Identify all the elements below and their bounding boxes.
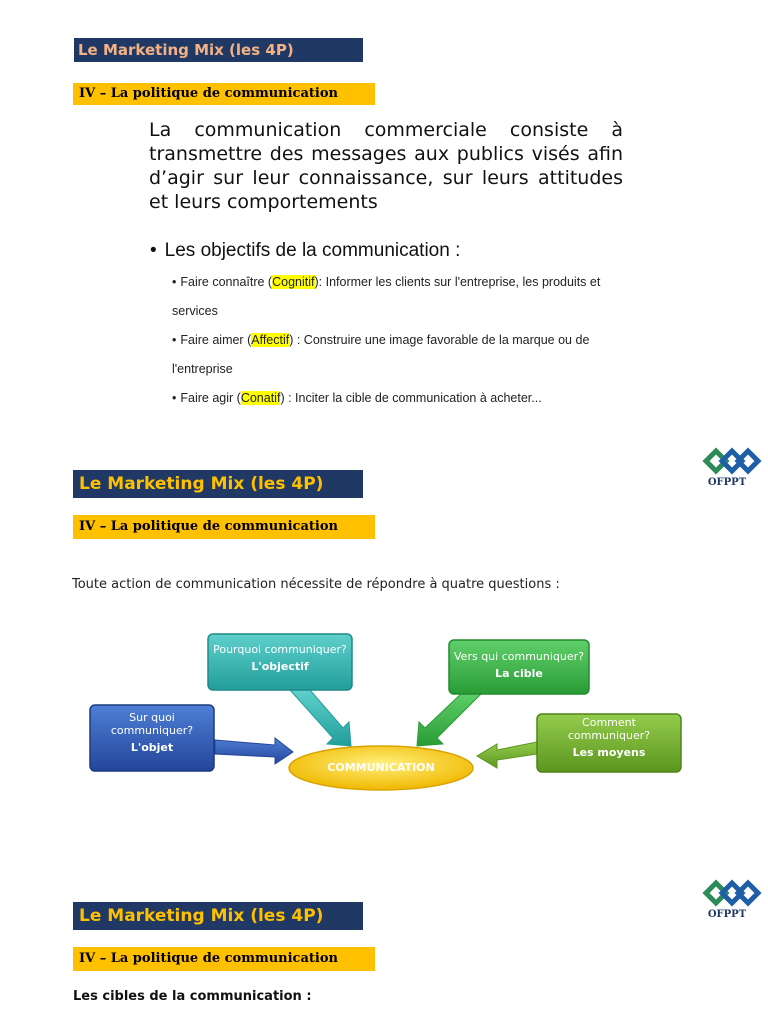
objective-text: Faire aimer (: [180, 333, 252, 347]
arrow-objet: [215, 738, 293, 764]
ofppt-logo-icon: [692, 444, 762, 478]
box-question: Pourquoi communiquer?: [213, 643, 347, 656]
objectives-heading-text: Les objectifs de la communication :: [164, 240, 461, 261]
box-answer: L'objet: [130, 741, 174, 754]
box-question: Sur quoi communiquer?: [110, 711, 194, 737]
ofppt-logo-text: OFPPT: [707, 909, 747, 920]
box-answer: Les moyens: [572, 746, 646, 759]
objective-text: ) : Construire une image favorable de la marque ou de l'entreprise: [172, 333, 590, 376]
objectives-list: [172, 268, 622, 413]
ofppt-logo: [692, 444, 762, 492]
ofppt-logo-icon: [692, 876, 762, 910]
center-label: COMMUNICATION: [327, 761, 435, 774]
objectives-heading: [150, 238, 460, 264]
objective-text: ) : Inciter la cible de communication à acheter...: [280, 391, 542, 405]
bullet-icon: •: [150, 240, 157, 261]
slide3-heading: Les cibles de la communication :: [73, 989, 312, 1004]
objective-text: Faire connaître (: [180, 275, 273, 289]
bullet-icon: •: [172, 391, 177, 405]
objective-item: [172, 384, 622, 413]
ofppt-logo: [692, 876, 762, 924]
box-question: Comment communiquer?: [567, 716, 651, 742]
box-answer: L'objectif: [251, 660, 309, 673]
box-moyens-label: [557, 716, 661, 759]
objective-highlight: Cognitif: [272, 275, 315, 289]
objective-item: [172, 268, 622, 326]
objective-text: Faire agir (: [180, 391, 241, 405]
slide2-title: Le Marketing Mix (les 4P): [73, 470, 363, 498]
slide2-intro-text: Toute action de communication nécessite de répondre à quatre questions :: [72, 577, 560, 592]
arrow-objectif: [290, 690, 351, 746]
objective-text: ): Informer les clients sur l'entreprise, les produits et services: [172, 275, 601, 318]
slide1-intro-text: La communication commerciale consiste à transmettre des messages aux publics visés afin d’agir sur leur connaissance, sur leurs attitudes et leurs comportements: [149, 119, 623, 213]
bullet-icon: •: [172, 333, 177, 347]
slide3-title: Le Marketing Mix (les 4P): [73, 902, 363, 930]
slide1-title: Le Marketing Mix (les 4P): [74, 38, 363, 62]
slide3-subtitle: IV – La politique de communication: [73, 947, 375, 971]
box-answer: La cible: [495, 667, 543, 680]
box-cible-label: [449, 650, 589, 680]
arrow-cible: [417, 692, 483, 746]
box-objectif-label: [208, 643, 352, 673]
objective-highlight: Affectif: [251, 333, 290, 347]
objective-item: [172, 326, 622, 384]
objective-highlight: Conatif: [240, 391, 281, 405]
arrow-moyens: [477, 742, 537, 768]
ofppt-logo-text: OFPPT: [707, 477, 747, 488]
slide2-subtitle: IV – La politique de communication: [73, 515, 375, 539]
communication-diagram: [85, 628, 685, 798]
box-question: Vers qui communiquer?: [454, 650, 584, 663]
slide1-subtitle: IV – La politique de communication: [73, 83, 375, 105]
box-objet-label: [90, 711, 214, 754]
bullet-icon: •: [172, 275, 177, 289]
